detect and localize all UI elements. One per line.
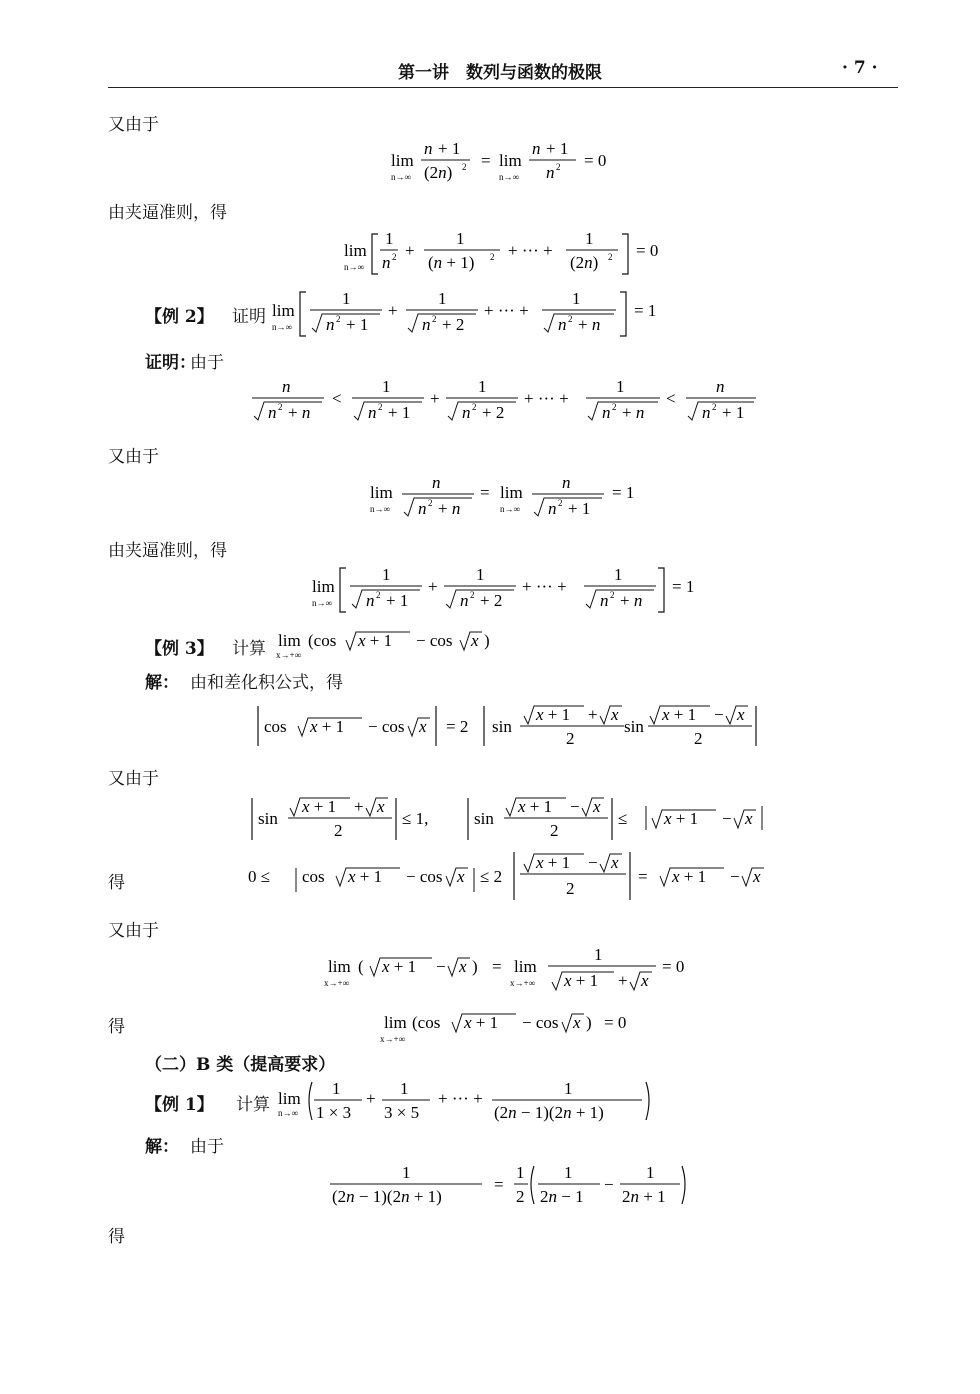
svg-text:n: n bbox=[382, 253, 391, 272]
svg-text:x: x bbox=[419, 717, 427, 736]
svg-text:+ ··· +: + ··· + bbox=[524, 389, 569, 408]
solution-text: 由于 bbox=[190, 1137, 224, 1157]
svg-text:1: 1 bbox=[594, 945, 603, 964]
svg-text:(cos: (cos bbox=[308, 631, 337, 650]
svg-text:= 0: = 0 bbox=[604, 1013, 627, 1032]
svg-text:≤ 2: ≤ 2 bbox=[480, 867, 503, 886]
svg-text:= 0: = 0 bbox=[662, 957, 685, 976]
header-rule bbox=[108, 87, 898, 88]
svg-text:x + 1: x + 1 bbox=[564, 971, 599, 990]
text-line: 得 bbox=[108, 1227, 125, 1247]
svg-text:n: n bbox=[326, 315, 335, 334]
svg-text:+ 1: + 1 bbox=[438, 139, 461, 158]
svg-text:1 × 3: 1 × 3 bbox=[316, 1103, 352, 1122]
svg-text:sin: sin bbox=[624, 717, 644, 736]
svg-text:n: n bbox=[532, 139, 541, 158]
svg-text:1: 1 bbox=[616, 377, 625, 396]
svg-text:x + 1: x + 1 bbox=[302, 797, 337, 816]
equation bbox=[240, 848, 780, 904]
svg-text:lim: lim bbox=[384, 1013, 407, 1032]
svg-text:+ 1: + 1 bbox=[346, 315, 369, 334]
svg-text:2: 2 bbox=[378, 402, 383, 412]
svg-text:n: n bbox=[702, 403, 711, 422]
svg-text:x: x bbox=[611, 705, 619, 724]
svg-text:n→∞: n→∞ bbox=[370, 504, 390, 514]
svg-text:x + 1: x + 1 bbox=[672, 867, 707, 886]
svg-text:lim: lim bbox=[272, 301, 295, 320]
svg-text:2: 2 bbox=[566, 729, 575, 748]
svg-text:2: 2 bbox=[610, 590, 615, 600]
svg-text:n→∞: n→∞ bbox=[391, 172, 411, 182]
svg-text:n→∞: n→∞ bbox=[278, 1108, 298, 1118]
svg-text:+ 1: + 1 bbox=[568, 499, 591, 518]
svg-text:+ ··· +: + ··· + bbox=[438, 1089, 483, 1108]
svg-text:x + 1: x + 1 bbox=[310, 717, 345, 736]
svg-text:+ ··· +: + ··· + bbox=[484, 301, 529, 320]
svg-text:sin: sin bbox=[474, 809, 494, 828]
svg-text:2: 2 bbox=[694, 729, 703, 748]
svg-text:x: x bbox=[745, 809, 753, 828]
svg-text:<: < bbox=[332, 389, 342, 408]
svg-text:x + 1: x + 1 bbox=[464, 1013, 499, 1032]
svg-text:1: 1 bbox=[456, 229, 465, 248]
svg-text:+ ··· +: + ··· + bbox=[522, 577, 567, 596]
svg-text:<: < bbox=[666, 389, 676, 408]
svg-text:x + 1: x + 1 bbox=[518, 797, 553, 816]
svg-text:0 ≤: 0 ≤ bbox=[248, 867, 271, 886]
svg-text:+ ··· +: + ··· + bbox=[508, 241, 553, 260]
equation bbox=[276, 1076, 666, 1126]
svg-text:(2n): (2n) bbox=[424, 163, 453, 182]
svg-text:= 0: = 0 bbox=[584, 151, 607, 170]
svg-text:2: 2 bbox=[462, 162, 467, 172]
svg-text:= 1: = 1 bbox=[672, 577, 695, 596]
svg-text:+ 2: + 2 bbox=[482, 403, 505, 422]
equation bbox=[0, 944, 980, 1000]
svg-text:x: x bbox=[641, 971, 649, 990]
svg-text:2n − 1: 2n − 1 bbox=[540, 1187, 584, 1206]
svg-text:lim: lim bbox=[278, 1089, 301, 1108]
svg-text:x: x bbox=[737, 705, 745, 724]
svg-text:cos: cos bbox=[264, 717, 287, 736]
equation bbox=[0, 226, 980, 278]
svg-text:≤: ≤ bbox=[618, 809, 628, 828]
svg-text:=: = bbox=[492, 957, 502, 976]
svg-text:n: n bbox=[424, 139, 433, 158]
text-line: 得 bbox=[108, 1017, 125, 1037]
svg-text:1: 1 bbox=[516, 1163, 525, 1182]
svg-text:x: x bbox=[457, 867, 465, 886]
svg-text:−: − bbox=[722, 809, 732, 828]
text-line: 又由于 bbox=[108, 769, 159, 789]
svg-text:n: n bbox=[418, 499, 427, 518]
svg-text:= 1: = 1 bbox=[612, 483, 635, 502]
svg-text:= 0: = 0 bbox=[636, 241, 659, 260]
svg-text:n→∞: n→∞ bbox=[344, 262, 364, 272]
svg-text:2: 2 bbox=[392, 252, 397, 262]
svg-text:−: − bbox=[604, 1175, 614, 1194]
svg-text:1: 1 bbox=[438, 289, 447, 308]
svg-text:n→∞: n→∞ bbox=[312, 598, 332, 608]
section-heading: （二）B 类（提高要求） bbox=[145, 1055, 336, 1075]
svg-text:+ 1: + 1 bbox=[722, 403, 745, 422]
svg-text:n: n bbox=[462, 403, 471, 422]
svg-text:2: 2 bbox=[712, 402, 717, 412]
equation bbox=[0, 562, 980, 618]
svg-text:n: n bbox=[548, 499, 557, 518]
svg-text:x: x bbox=[471, 631, 479, 650]
svg-text:x→+∞: x→+∞ bbox=[510, 978, 535, 988]
svg-text:1: 1 bbox=[385, 229, 394, 248]
svg-text:2: 2 bbox=[334, 821, 343, 840]
svg-text:=: = bbox=[494, 1175, 504, 1194]
svg-text:lim: lim bbox=[278, 631, 301, 650]
svg-text:+: + bbox=[366, 1089, 376, 1108]
svg-text:−: − bbox=[588, 853, 598, 872]
svg-text:n: n bbox=[716, 377, 725, 396]
svg-text:1: 1 bbox=[564, 1079, 573, 1098]
svg-text:n: n bbox=[460, 591, 469, 610]
equation bbox=[0, 470, 980, 526]
svg-text:lim: lim bbox=[500, 483, 523, 502]
example-label: 【例 1】 bbox=[145, 1095, 214, 1115]
svg-text:1: 1 bbox=[585, 229, 594, 248]
example-text: 计算 bbox=[232, 639, 266, 659]
svg-text:lim: lim bbox=[344, 241, 367, 260]
svg-text:2: 2 bbox=[566, 879, 575, 898]
svg-text:2: 2 bbox=[516, 1187, 525, 1206]
svg-text:+: + bbox=[354, 797, 364, 816]
svg-text:2: 2 bbox=[568, 314, 573, 324]
svg-text:(2n − 1)(2n + 1): (2n − 1)(2n + 1) bbox=[494, 1103, 604, 1122]
equation bbox=[0, 700, 980, 754]
svg-text:): ) bbox=[586, 1013, 592, 1032]
svg-text:+ 2: + 2 bbox=[442, 315, 465, 334]
svg-text:x: x bbox=[459, 957, 467, 976]
svg-text:+: + bbox=[405, 241, 415, 260]
svg-text:n: n bbox=[368, 403, 377, 422]
svg-text:n: n bbox=[546, 163, 555, 182]
svg-text:1: 1 bbox=[382, 377, 391, 396]
svg-text:(n + 1): (n + 1) bbox=[428, 253, 475, 272]
solution-label: 解： bbox=[145, 1137, 179, 1157]
svg-text:(2n): (2n) bbox=[570, 253, 599, 272]
svg-text:n: n bbox=[432, 473, 441, 492]
text-line: 由夹逼准则，得 bbox=[108, 203, 227, 223]
svg-text:x: x bbox=[377, 797, 385, 816]
equation bbox=[0, 138, 980, 188]
svg-text:sin: sin bbox=[258, 809, 278, 828]
svg-text:n→∞: n→∞ bbox=[500, 504, 520, 514]
svg-text:+ n: + n bbox=[622, 403, 645, 422]
svg-text:− cos: − cos bbox=[368, 717, 405, 736]
svg-text:+: + bbox=[588, 705, 598, 724]
svg-text:n→∞: n→∞ bbox=[272, 322, 292, 332]
svg-text:2: 2 bbox=[550, 821, 559, 840]
svg-text:2: 2 bbox=[612, 402, 617, 412]
svg-text:): ) bbox=[472, 957, 478, 976]
text-line: 又由于 bbox=[108, 115, 159, 135]
solution-text: 由和差化积公式，得 bbox=[190, 673, 343, 693]
svg-text:n: n bbox=[422, 315, 431, 334]
svg-text:− cos: − cos bbox=[522, 1013, 559, 1032]
svg-text:=: = bbox=[481, 151, 491, 170]
svg-text:lim: lim bbox=[370, 483, 393, 502]
svg-text:n: n bbox=[562, 473, 571, 492]
svg-text:n: n bbox=[268, 403, 277, 422]
svg-text:x: x bbox=[753, 867, 761, 886]
svg-text:n: n bbox=[558, 315, 567, 334]
svg-text:x: x bbox=[573, 1013, 581, 1032]
svg-text:+ n: + n bbox=[288, 403, 311, 422]
text-line: 又由于 bbox=[108, 921, 159, 941]
svg-text:+ n: + n bbox=[620, 591, 643, 610]
svg-text:(cos: (cos bbox=[412, 1013, 441, 1032]
svg-text:2: 2 bbox=[376, 590, 381, 600]
equation bbox=[0, 1004, 980, 1048]
svg-text:n→∞: n→∞ bbox=[499, 172, 519, 182]
svg-text:x + 1: x + 1 bbox=[358, 631, 393, 650]
svg-text:n: n bbox=[600, 591, 609, 610]
svg-text:x + 1: x + 1 bbox=[348, 867, 383, 886]
svg-text:x + 1: x + 1 bbox=[536, 853, 571, 872]
svg-text:− cos: − cos bbox=[406, 867, 443, 886]
svg-text:2: 2 bbox=[558, 498, 563, 508]
example-text: 计算 bbox=[236, 1095, 270, 1115]
svg-text:x→+∞: x→+∞ bbox=[276, 650, 301, 660]
svg-text:x + 1: x + 1 bbox=[382, 957, 417, 976]
svg-text:2: 2 bbox=[470, 590, 475, 600]
svg-text:sin: sin bbox=[492, 717, 512, 736]
svg-text:2n + 1: 2n + 1 bbox=[622, 1187, 666, 1206]
svg-text:x + 1: x + 1 bbox=[536, 705, 571, 724]
svg-text:−: − bbox=[436, 957, 446, 976]
svg-text:2: 2 bbox=[432, 314, 437, 324]
svg-text:cos: cos bbox=[302, 867, 325, 886]
svg-text:1: 1 bbox=[614, 565, 623, 584]
svg-text:(: ( bbox=[358, 957, 364, 976]
svg-text:n: n bbox=[602, 403, 611, 422]
svg-text:n: n bbox=[282, 377, 291, 396]
svg-text:lim: lim bbox=[499, 151, 522, 170]
svg-text:2: 2 bbox=[428, 498, 433, 508]
svg-text:x + 1: x + 1 bbox=[662, 705, 697, 724]
svg-text:= 2: = 2 bbox=[446, 717, 469, 736]
svg-text:(2n − 1)(2n + 1): (2n − 1)(2n + 1) bbox=[332, 1187, 442, 1206]
svg-text:n: n bbox=[366, 591, 375, 610]
svg-text:x→+∞: x→+∞ bbox=[380, 1034, 405, 1044]
proof-text: 由于 bbox=[190, 353, 224, 373]
example-label: 【例 3】 bbox=[145, 639, 214, 659]
svg-text:1: 1 bbox=[564, 1163, 573, 1182]
svg-text:1: 1 bbox=[646, 1163, 655, 1182]
svg-text:3 × 5: 3 × 5 bbox=[384, 1103, 420, 1122]
svg-text:lim: lim bbox=[312, 577, 335, 596]
solution-label: 解： bbox=[145, 673, 179, 693]
svg-text:x→+∞: x→+∞ bbox=[324, 978, 349, 988]
svg-text:− cos: − cos bbox=[416, 631, 453, 650]
equation bbox=[270, 286, 670, 342]
svg-text:1: 1 bbox=[476, 565, 485, 584]
svg-text:1: 1 bbox=[402, 1163, 411, 1182]
svg-text:lim: lim bbox=[391, 151, 414, 170]
svg-text:1: 1 bbox=[572, 289, 581, 308]
svg-text:+: + bbox=[388, 301, 398, 320]
equation bbox=[0, 374, 980, 430]
text-line: 由夹逼准则，得 bbox=[108, 541, 227, 561]
svg-text:=: = bbox=[480, 483, 490, 502]
page-number: · 7 · bbox=[842, 58, 878, 78]
svg-text:2: 2 bbox=[490, 252, 495, 262]
svg-text:x + 1: x + 1 bbox=[664, 809, 699, 828]
svg-text:2: 2 bbox=[608, 252, 613, 262]
svg-text:+ n: + n bbox=[438, 499, 461, 518]
svg-text:2: 2 bbox=[336, 314, 341, 324]
svg-text:2: 2 bbox=[556, 162, 561, 172]
svg-text:lim: lim bbox=[328, 957, 351, 976]
equation bbox=[276, 626, 516, 660]
svg-text:+ 1: + 1 bbox=[386, 591, 409, 610]
text-line: 又由于 bbox=[108, 447, 159, 467]
text-line: 得 bbox=[108, 873, 125, 893]
svg-text:+ n: + n bbox=[578, 315, 601, 334]
svg-text:= 1: = 1 bbox=[634, 301, 657, 320]
svg-text:1: 1 bbox=[342, 289, 351, 308]
svg-text:): ) bbox=[484, 631, 490, 650]
equation bbox=[0, 794, 980, 848]
svg-text:=: = bbox=[638, 867, 648, 886]
example-text: 证明 bbox=[232, 307, 266, 327]
svg-text:1: 1 bbox=[478, 377, 487, 396]
svg-text:+ 1: + 1 bbox=[546, 139, 569, 158]
svg-text:−: − bbox=[730, 867, 740, 886]
svg-text:+: + bbox=[430, 389, 440, 408]
proof-label: 证明： bbox=[145, 353, 196, 373]
svg-text:≤ 1,: ≤ 1, bbox=[402, 809, 429, 828]
svg-text:+ 1: + 1 bbox=[388, 403, 411, 422]
svg-text:−: − bbox=[570, 797, 580, 816]
svg-text:2: 2 bbox=[278, 402, 283, 412]
svg-text:x: x bbox=[611, 853, 619, 872]
example-label: 【例 2】 bbox=[145, 307, 214, 327]
svg-text:−: − bbox=[714, 705, 724, 724]
equation bbox=[0, 1160, 980, 1210]
svg-text:+ 2: + 2 bbox=[480, 591, 503, 610]
svg-text:x: x bbox=[593, 797, 601, 816]
svg-text:+: + bbox=[618, 971, 628, 990]
svg-text:1: 1 bbox=[382, 565, 391, 584]
svg-text:+: + bbox=[428, 577, 438, 596]
svg-text:2: 2 bbox=[472, 402, 477, 412]
svg-text:1: 1 bbox=[400, 1079, 409, 1098]
svg-text:lim: lim bbox=[514, 957, 537, 976]
running-header: 第一讲 数列与函数的极限 bbox=[398, 63, 602, 83]
svg-text:1: 1 bbox=[332, 1079, 341, 1098]
